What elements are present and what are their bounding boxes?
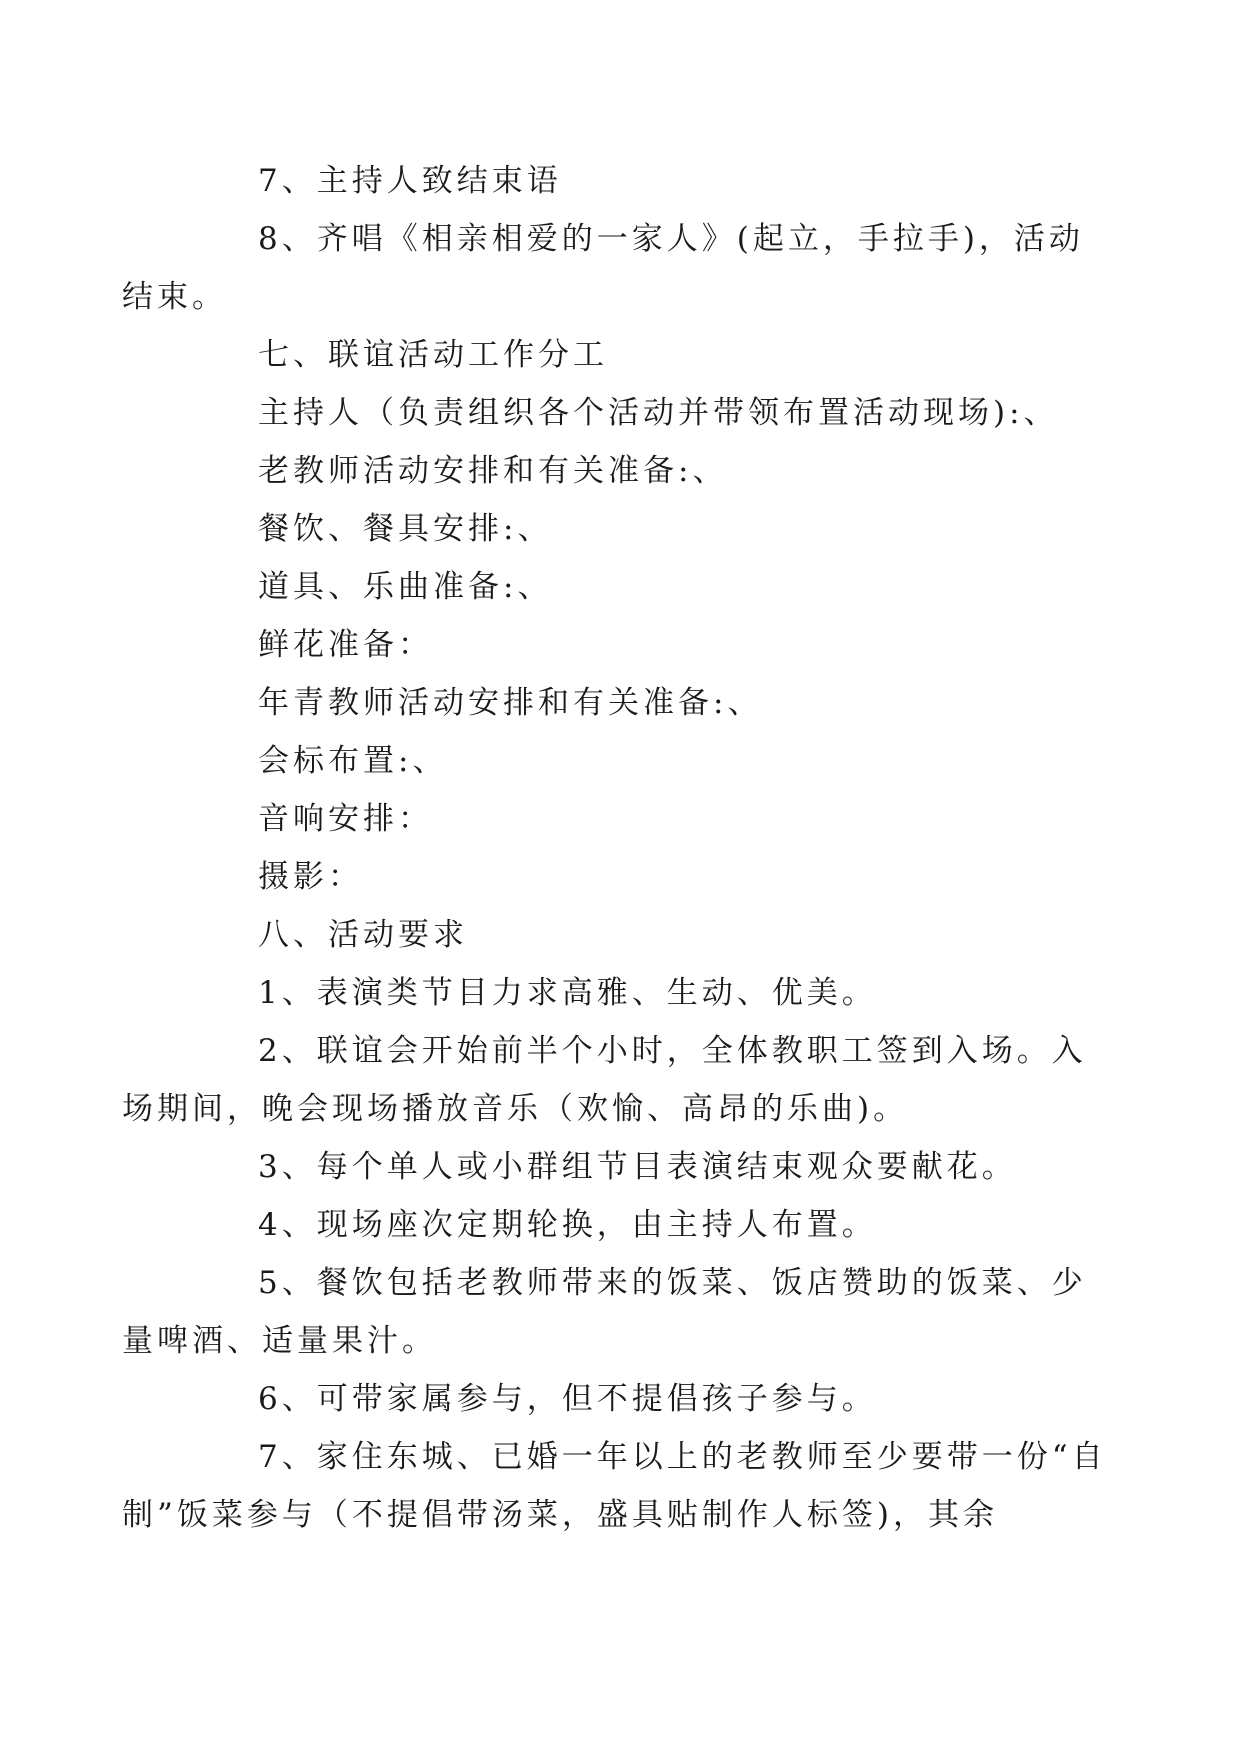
text-line: 7、家住东城、已婚一年以上的老教师至少要带一份“自 [258, 1439, 1107, 1475]
text-line: 7、主持人致结束语 [258, 163, 562, 199]
text-line: 5、餐饮包括老教师带来的饭菜、饭店赞助的饭菜、少 [258, 1265, 1087, 1301]
duty-catering [190, 500, 1060, 558]
requirement-3 [190, 1138, 1060, 1196]
text-line: 八、活动要求 [258, 917, 468, 953]
text-line: 摄影： [258, 859, 363, 895]
text-line: 老教师活动安排和有关准备:、 [258, 453, 728, 489]
duty-photography [190, 848, 1060, 906]
section-heading-7 [190, 326, 1060, 384]
text-line: 6、可带家属参与，但不提倡孩子参与。 [258, 1381, 877, 1417]
requirement-2 [122, 1022, 1087, 1138]
text-line: 音响安排： [258, 801, 433, 837]
text-line: 餐饮、餐具安排:、 [258, 511, 553, 547]
text-line: 2、联谊会开始前半个小时，全体教职工签到入场。入 [258, 1033, 1087, 1069]
requirement-7 [122, 1428, 1107, 1544]
text-line: 鲜花准备： [258, 627, 433, 663]
duty-audio [190, 790, 1060, 848]
text-line: 年青教师活动安排和有关准备:、 [258, 685, 763, 721]
text-line: 制”饭菜参与（不提倡带汤菜，盛具贴制作人标签)，其余 [122, 1497, 998, 1533]
text-line: 量啤酒、适量果汁。 [122, 1323, 437, 1359]
section-heading-8 [190, 906, 1060, 964]
duty-host [190, 384, 1060, 442]
text-line: 1、表演类节目力求高雅、生动、优美。 [258, 975, 877, 1011]
text-line: 8、齐唱《相亲相爱的一家人》(起立，手拉手)，活动 [258, 221, 1084, 257]
requirement-6 [190, 1370, 1060, 1428]
requirement-5 [122, 1254, 1087, 1370]
duty-flowers [190, 616, 1060, 674]
paragraph-item-7-closing [190, 152, 1060, 210]
duty-senior-teachers [190, 442, 1060, 500]
duty-props-music [190, 558, 1060, 616]
text-line: 会标布置:、 [258, 743, 448, 779]
paragraph-item-8-singing [122, 210, 1084, 326]
text-line: 结束。 [122, 279, 227, 315]
text-line: 主持人（负责组织各个活动并带领布置活动现场):、 [258, 395, 1059, 431]
document-body [122, 152, 1107, 1544]
text-line: 七、联谊活动工作分工 [258, 337, 608, 373]
text-line: 道具、乐曲准备:、 [258, 569, 553, 605]
duty-young-teachers [190, 674, 1060, 732]
requirement-4 [190, 1196, 1060, 1254]
requirement-1 [190, 964, 1060, 1022]
duty-banner [190, 732, 1060, 790]
text-line: 3、每个单人或小群组节目表演结束观众要献花。 [258, 1149, 1017, 1185]
text-line: 4、现场座次定期轮换，由主持人布置。 [258, 1207, 877, 1243]
text-line: 场期间，晚会现场播放音乐（欢愉、高昂的乐曲)。 [122, 1091, 909, 1127]
